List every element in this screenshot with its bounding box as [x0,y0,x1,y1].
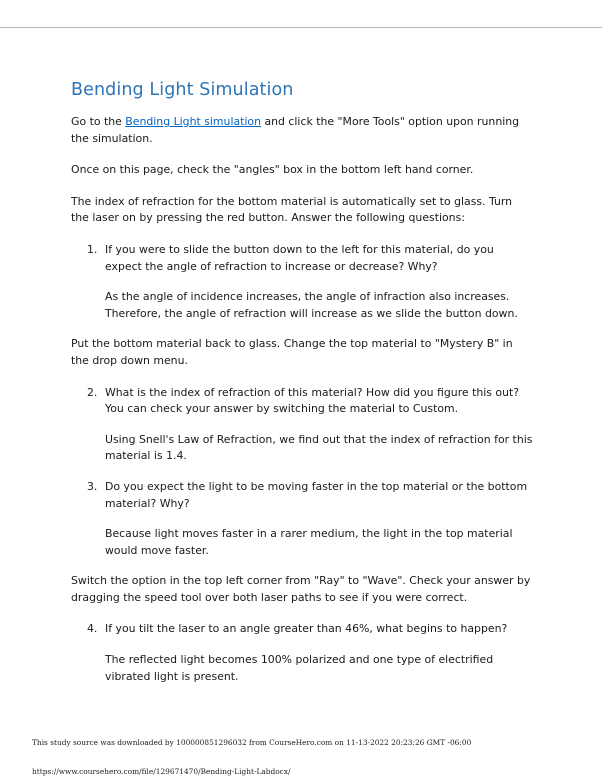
answer-3: Because light moves faster in a rarer medium, the light in the top material would move faster. [105,527,513,557]
intro-text-before: Go to the [71,115,126,128]
question-2 [71,385,533,418]
angles-paragraph: Once on this page, check the "angles" box in the bottom left hand corner. [71,163,474,177]
mystery-paragraph: Put the bottom material back to glass. Change the top material to "Mystery B" in the drop down menu. [71,337,513,367]
refraction-paragraph: The index of refraction for the bottom material is automatically set to glass. Turn the laser on by pressing the red button. Answer the following questions: [71,194,513,225]
question-number: 1. [87,242,98,256]
question-1 [71,242,533,275]
question-text: What is the index of refraction of this material? How did you figure this out? You can check your answer by switching the material to Custom. [105,385,520,416]
top-divider [0,27,602,28]
answer-2: Using Snell's Law of Refraction, we find out that the index of refraction for this material is 1.4. [105,432,533,463]
question-3 [71,479,533,512]
question-number: 2. [87,385,98,399]
download-notice: This study source was downloaded by 100000851296032 from CourseHero.com on 11-13-2022 20:23:26 GMT -06:00 [32,738,472,747]
source-url[interactable]: https://www.coursehero.com/file/129671470/Bending-Light-Labdocx/ [32,767,291,776]
answer-4: The reflected light becomes 100% polarized and one type of electrified vibrated light is present. [105,653,494,683]
answer-1: As the angle of incidence increases, the angle of infraction also increases. Therefore, the angle of refraction will increase as we slide the button down. [105,290,518,320]
intro-text-after: and click the "More Tools" option upon running the simulation. [71,115,520,145]
document-body [71,80,533,699]
simulation-link[interactable]: Bending Light simulation [125,115,261,128]
question-text: If you tilt the laser to an angle greater than 46%, what begins to happen? [105,622,508,636]
question-number: 3. [87,479,98,493]
switch-paragraph: Switch the option in the top left corner from "Ray" to "Wave". Check your answer by dragging the speed tool over both laser paths to see if you were correct. [71,574,531,604]
intro-paragraph [71,114,533,147]
question-4 [71,621,533,638]
question-text: If you were to slide the button down to the left for this material, do you expect the angle of refraction to increase or decrease? Why? [105,242,494,273]
page-title: Bending Light Simulation [71,80,294,100]
question-text: Do you expect the light to be moving faster in the top material or the bottom material? Why? [105,479,528,510]
question-number: 4. [87,622,98,636]
